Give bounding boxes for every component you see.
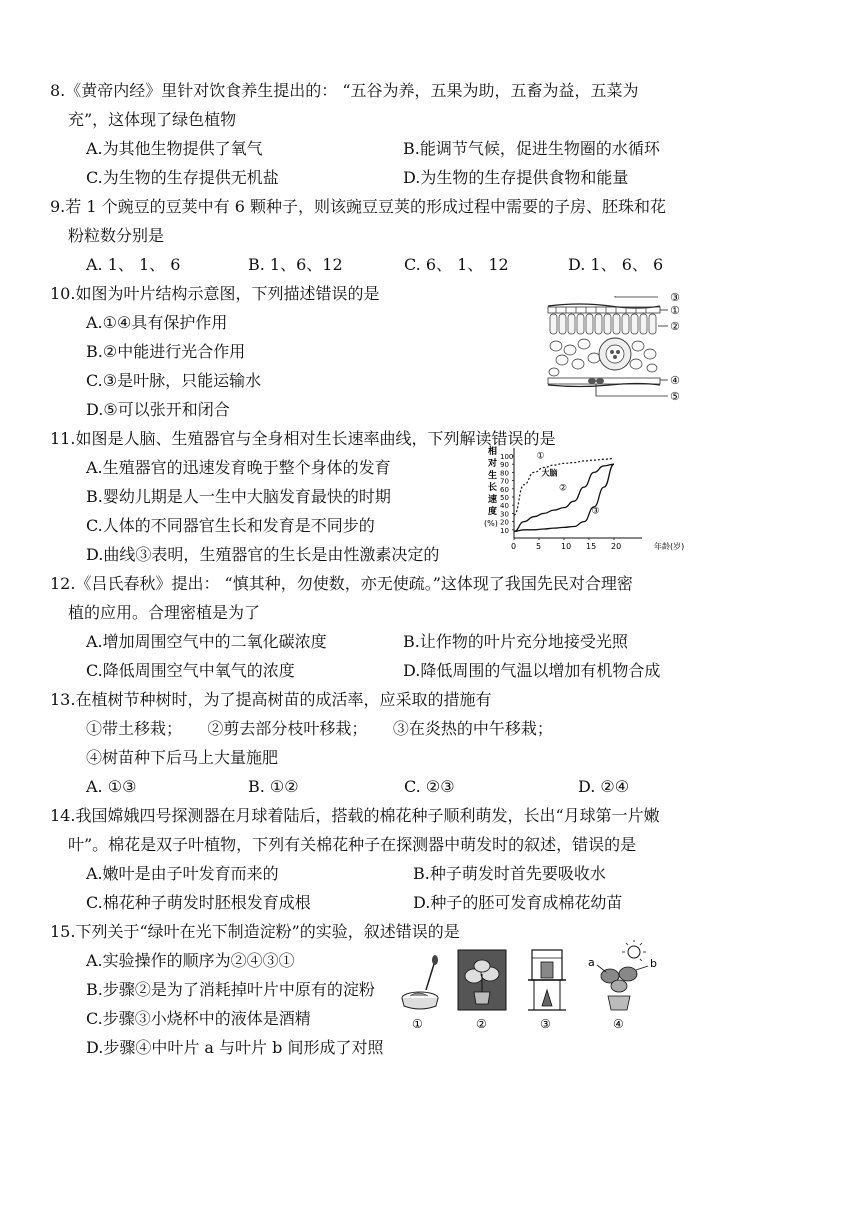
q15-option-c: C.步骤③小烧杯中的液体是酒精: [86, 1009, 311, 1028]
series-label-3: ③: [591, 506, 600, 517]
q15-stem: 15.下列关于“绿叶在光下制造淀粉”的实验，叙述错误的是: [50, 922, 460, 941]
q15-option-d: D.步骤④中叶片 a 与叶片 b 间形成了对照: [86, 1038, 384, 1057]
q12-option-c: C.降低周围空气中氧气的浓度: [86, 661, 295, 680]
svg-text:(%): (%): [484, 519, 498, 528]
q13-stem: 13.在植树节种树时，为了提高树苗的成活率，应采取的措施有: [50, 690, 492, 709]
q12-stem-line1: 12.《吕氏春秋》提出： “慎其种，勿使数，亦无使疏。”这体现了我国先民对合理密: [50, 574, 633, 593]
series-label-2: ②: [559, 483, 568, 494]
q10-option-a: A.①④具有保护作用: [86, 313, 228, 332]
q10-option-d: D.⑤可以张开和闭合: [86, 400, 230, 419]
q13-items-line2: ④树苗种下后马上大量施肥: [86, 748, 279, 767]
q8-option-c: C.为生物的生存提供无机盐: [86, 168, 279, 187]
q9-option-d: D. 1、 6、 6: [568, 255, 664, 274]
y-tick-label: 50: [500, 494, 509, 502]
q13-items-line1: ①带土移栽； ②剪去部分枝叶移栽； ③在炎热的中午移栽；: [86, 719, 553, 738]
q9-stem-line2: 粉粒数分别是: [68, 226, 165, 245]
growth-rate-chart: [478, 440, 685, 560]
q10-option-b: B.②中能进行光合作用: [86, 342, 246, 361]
q8-option-a: A.为其他生物提供了氧气: [86, 139, 263, 158]
q10-option-c: C.③是叶脉，只能运输水: [86, 371, 262, 390]
q8-option-d: D.为生物的生存提供食物和能量: [403, 168, 629, 187]
step-label-3: ③: [540, 1017, 551, 1031]
q11-stem: 11.如图是人脑、生殖器官与全身相对生长速率曲线，下列解读错误的是: [50, 429, 556, 448]
series-line-3: [514, 464, 614, 531]
x-tick-label: 5: [536, 542, 542, 551]
leaf-label-3: ③: [670, 291, 680, 304]
leaf-label-2: ②: [670, 320, 680, 333]
q13-option-b: B. ①②: [248, 777, 299, 796]
q14-option-c: C.棉花种子萌发时胚根发育成根: [86, 893, 311, 912]
y-tick-label: 70: [500, 477, 509, 486]
step-label-2: ②: [476, 1017, 487, 1031]
svg-text:对: 对: [488, 459, 498, 469]
brain-annotation: 大脑: [541, 468, 558, 478]
x-axis-label: 年龄(岁): [654, 542, 685, 551]
y-tick-label: 100: [500, 453, 514, 461]
q12-option-b: B.让作物的叶片充分地接受光照: [403, 632, 628, 651]
svg-text:速: 速: [488, 495, 498, 505]
y-tick-label: 40: [500, 502, 509, 511]
q14-option-b: B.种子萌发时首先要吸收水: [413, 864, 606, 883]
q14-stem-line1: 14.我国嫦娥四号探测器在月球着陆后，搭载的棉花种子顺利萌发，长出“月球第一片嫩: [50, 806, 660, 825]
y-tick-label: 60: [500, 485, 509, 494]
q9-option-c: C. 6、 1、 12: [404, 255, 509, 274]
y-tick-label: 30: [500, 510, 509, 519]
y-tick-label: 90: [500, 461, 509, 470]
q12-stem-line2: 植的应用。合理密植是为了: [68, 603, 261, 622]
svg-text:长: 长: [488, 483, 498, 493]
q8-stem-line2: 充”，这体现了绿色植物: [68, 110, 237, 129]
step-label-4: ④: [613, 1017, 624, 1031]
q14-option-a: A.嫩叶是由子叶发育而来的: [86, 864, 279, 883]
y-tick-label: 10: [500, 526, 509, 535]
step-label-1: ①: [412, 1017, 423, 1031]
q15-option-b: B.步骤②是为了消耗掉叶片中原有的淀粉: [86, 980, 375, 999]
leaf-label-5: ⑤: [670, 390, 680, 403]
q11-option-c: C.人体的不同器官生长和发育是不同步的: [86, 516, 375, 535]
leaf-label-1: ①: [670, 304, 680, 317]
svg-text:生: 生: [488, 471, 498, 481]
q13-option-a: A. ①③: [86, 777, 137, 796]
q11-option-a: A.生殖器官的迅速发育晚于整个身体的发育: [86, 458, 391, 477]
x-tick-label: 20: [611, 542, 622, 551]
series-label-1: ①: [536, 451, 545, 462]
q9-option-a: A. 1、 1、 6: [86, 255, 181, 274]
petri-dish-with-dropper: [402, 955, 438, 1009]
q12-option-d: D.降低周围的气温以增加有机物合成: [403, 661, 661, 680]
q11-option-d: D.曲线③表明，生殖器官的生长是由性激素决定的: [86, 545, 440, 564]
leaf-b-label: b: [650, 957, 657, 970]
q15-option-a: A.实验操作的顺序为②④③①: [86, 951, 295, 970]
y-tick-label: 20: [500, 518, 509, 527]
leaf-structure-figure: [540, 288, 690, 406]
q13-option-c: C. ②③: [404, 777, 455, 796]
x-tick-label: 10: [561, 542, 572, 551]
q9-option-b: B. 1、6、12: [248, 255, 343, 274]
leaf-label-4: ④: [670, 374, 680, 387]
q14-option-d: D.种子的胚可发育成棉花幼苗: [413, 893, 623, 912]
q10-stem: 10.如图为叶片结构示意图，下列描述错误的是: [50, 284, 380, 303]
q14-stem-line2: 叶”。棉花是双子叶植物，下列有关棉花种子在探测器中萌发时的叙述，错误的是: [68, 835, 637, 854]
q9-stem-line1: 9.若 1 个豌豆的豆荚中有 6 颗种子，则该豌豆豆荚的形成过程中需要的子房、胚珠和花: [50, 197, 666, 216]
q13-option-d: D. ②④: [578, 777, 630, 796]
x-tick-label: 0: [511, 542, 517, 551]
plant-in-dark-box: [458, 950, 506, 1010]
water-bath-beaker: [528, 950, 566, 1010]
svg-text:度: 度: [488, 507, 498, 517]
q8-option-b: B.能调节气候，促进生物圈的水循环: [403, 139, 660, 158]
q8-stem-line1: 8.《黄帝内经》里针对饮食养生提出的： “五谷为养，五果为助，五畜为益，五菜为: [50, 81, 639, 100]
plant-in-sunlight: [597, 940, 648, 1010]
y-axis-label: [484, 445, 498, 528]
leaf-a-label: a: [588, 956, 595, 969]
q11-option-b: B.婴幼儿期是人一生中大脑发育最快的时期: [86, 487, 391, 506]
starch-experiment-figure: [398, 940, 670, 1032]
svg-text:相: 相: [488, 447, 498, 457]
y-tick-label: 80: [500, 469, 509, 478]
q12-option-a: A.增加周围空气中的二氧化碳浓度: [86, 632, 327, 651]
x-tick-label: 15: [586, 542, 597, 551]
